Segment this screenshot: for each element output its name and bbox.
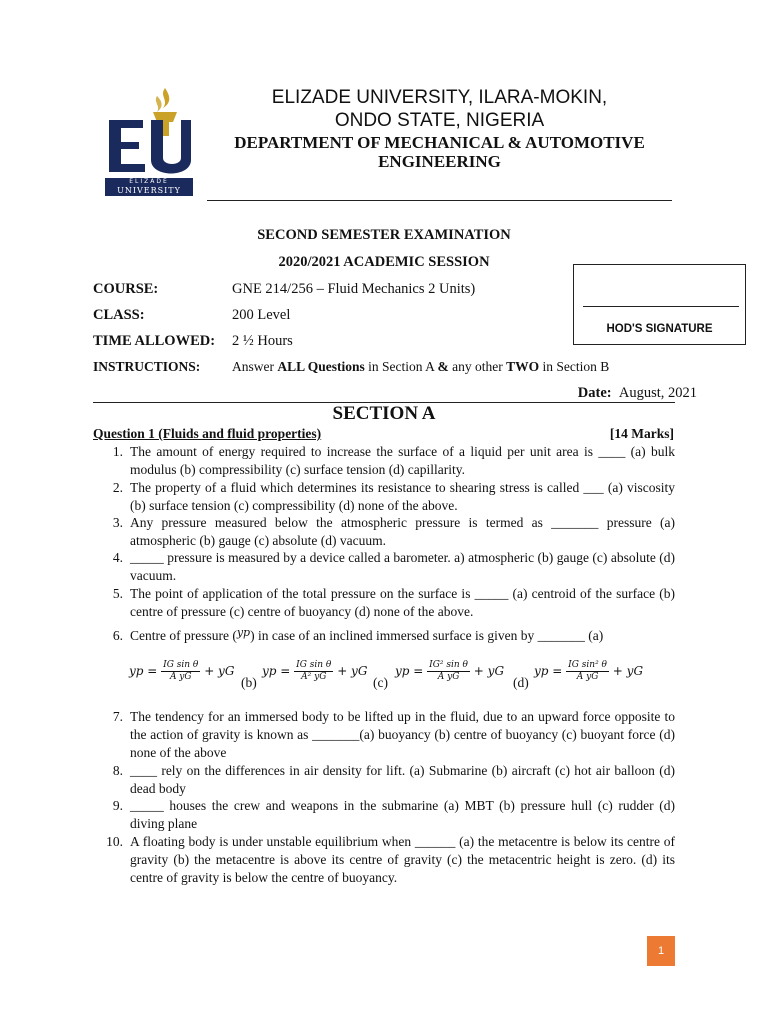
university-name-line1: ELIZADE UNIVERSITY, ILARA-MOKIN,: [271, 87, 608, 108]
signature-label: HOD'S SIGNATURE: [606, 323, 713, 335]
formula-option-b: yp = $\frac{\text{IG sin θ}}{\text{A² yG}}$ + yG: [262, 660, 368, 682]
formula-option-c: yp = $\frac{\text{IG² sin θ}}{\text{A yG}}$ + yG: [395, 660, 505, 682]
page-number-badge: 1: [647, 936, 675, 966]
logo-subtitle-1: ELIZADE: [129, 178, 169, 185]
option-label-d: (d): [513, 675, 529, 690]
department-name-line2: ENGINEERING: [378, 152, 501, 171]
department-name-line1: DEPARTMENT OF MECHANICAL & AUTOMOTIVE: [234, 133, 645, 152]
exam-date: Date: August, 2021: [577, 385, 697, 401]
course-label: COURSE:: [93, 281, 159, 297]
question-marks: [14 Marks]: [609, 426, 674, 441]
exam-session: 2020/2021 ACADEMIC SESSION: [278, 254, 490, 270]
logo-subtitle-2: UNIVERSITY: [117, 186, 181, 195]
exam-title: SECOND SEMESTER EXAMINATION: [257, 227, 511, 243]
university-name-line2: ONDO STATE, NIGERIA: [334, 110, 545, 131]
time-value: 2 ½ Hours: [232, 333, 293, 349]
signature-line: [583, 306, 739, 307]
class-value: 200 Level: [232, 307, 291, 323]
course-value: GNE 214/256 – Fluid Mechanics 2 Units): [232, 281, 476, 297]
option-label-b: (b): [241, 675, 257, 690]
class-label: CLASS:: [93, 307, 145, 323]
header-divider: [207, 200, 672, 201]
formula-option-d: yp = $\frac{\text{IG sin² θ}}{\text{A yG}}$ + yG: [534, 660, 644, 682]
university-logo: [103, 86, 195, 198]
instructions-label: INSTRUCTIONS:: [93, 359, 201, 374]
section-title: SECTION A: [332, 403, 436, 424]
option-label-c: (c): [373, 675, 388, 690]
formula-option-a: yp = $\frac{\text{IG sin θ}}{\text{A yG}}$ + yG: [129, 660, 235, 682]
centre-of-pressure-symbol: yp: [236, 626, 251, 639]
instructions-value: Answer ALL Questions in Section A & any other TWO in Section B: [232, 359, 610, 374]
formula-options: [129, 660, 689, 694]
time-label: TIME ALLOWED:: [93, 333, 216, 349]
question-heading: Question 1 (Fluids and fluid properties): [93, 426, 322, 441]
